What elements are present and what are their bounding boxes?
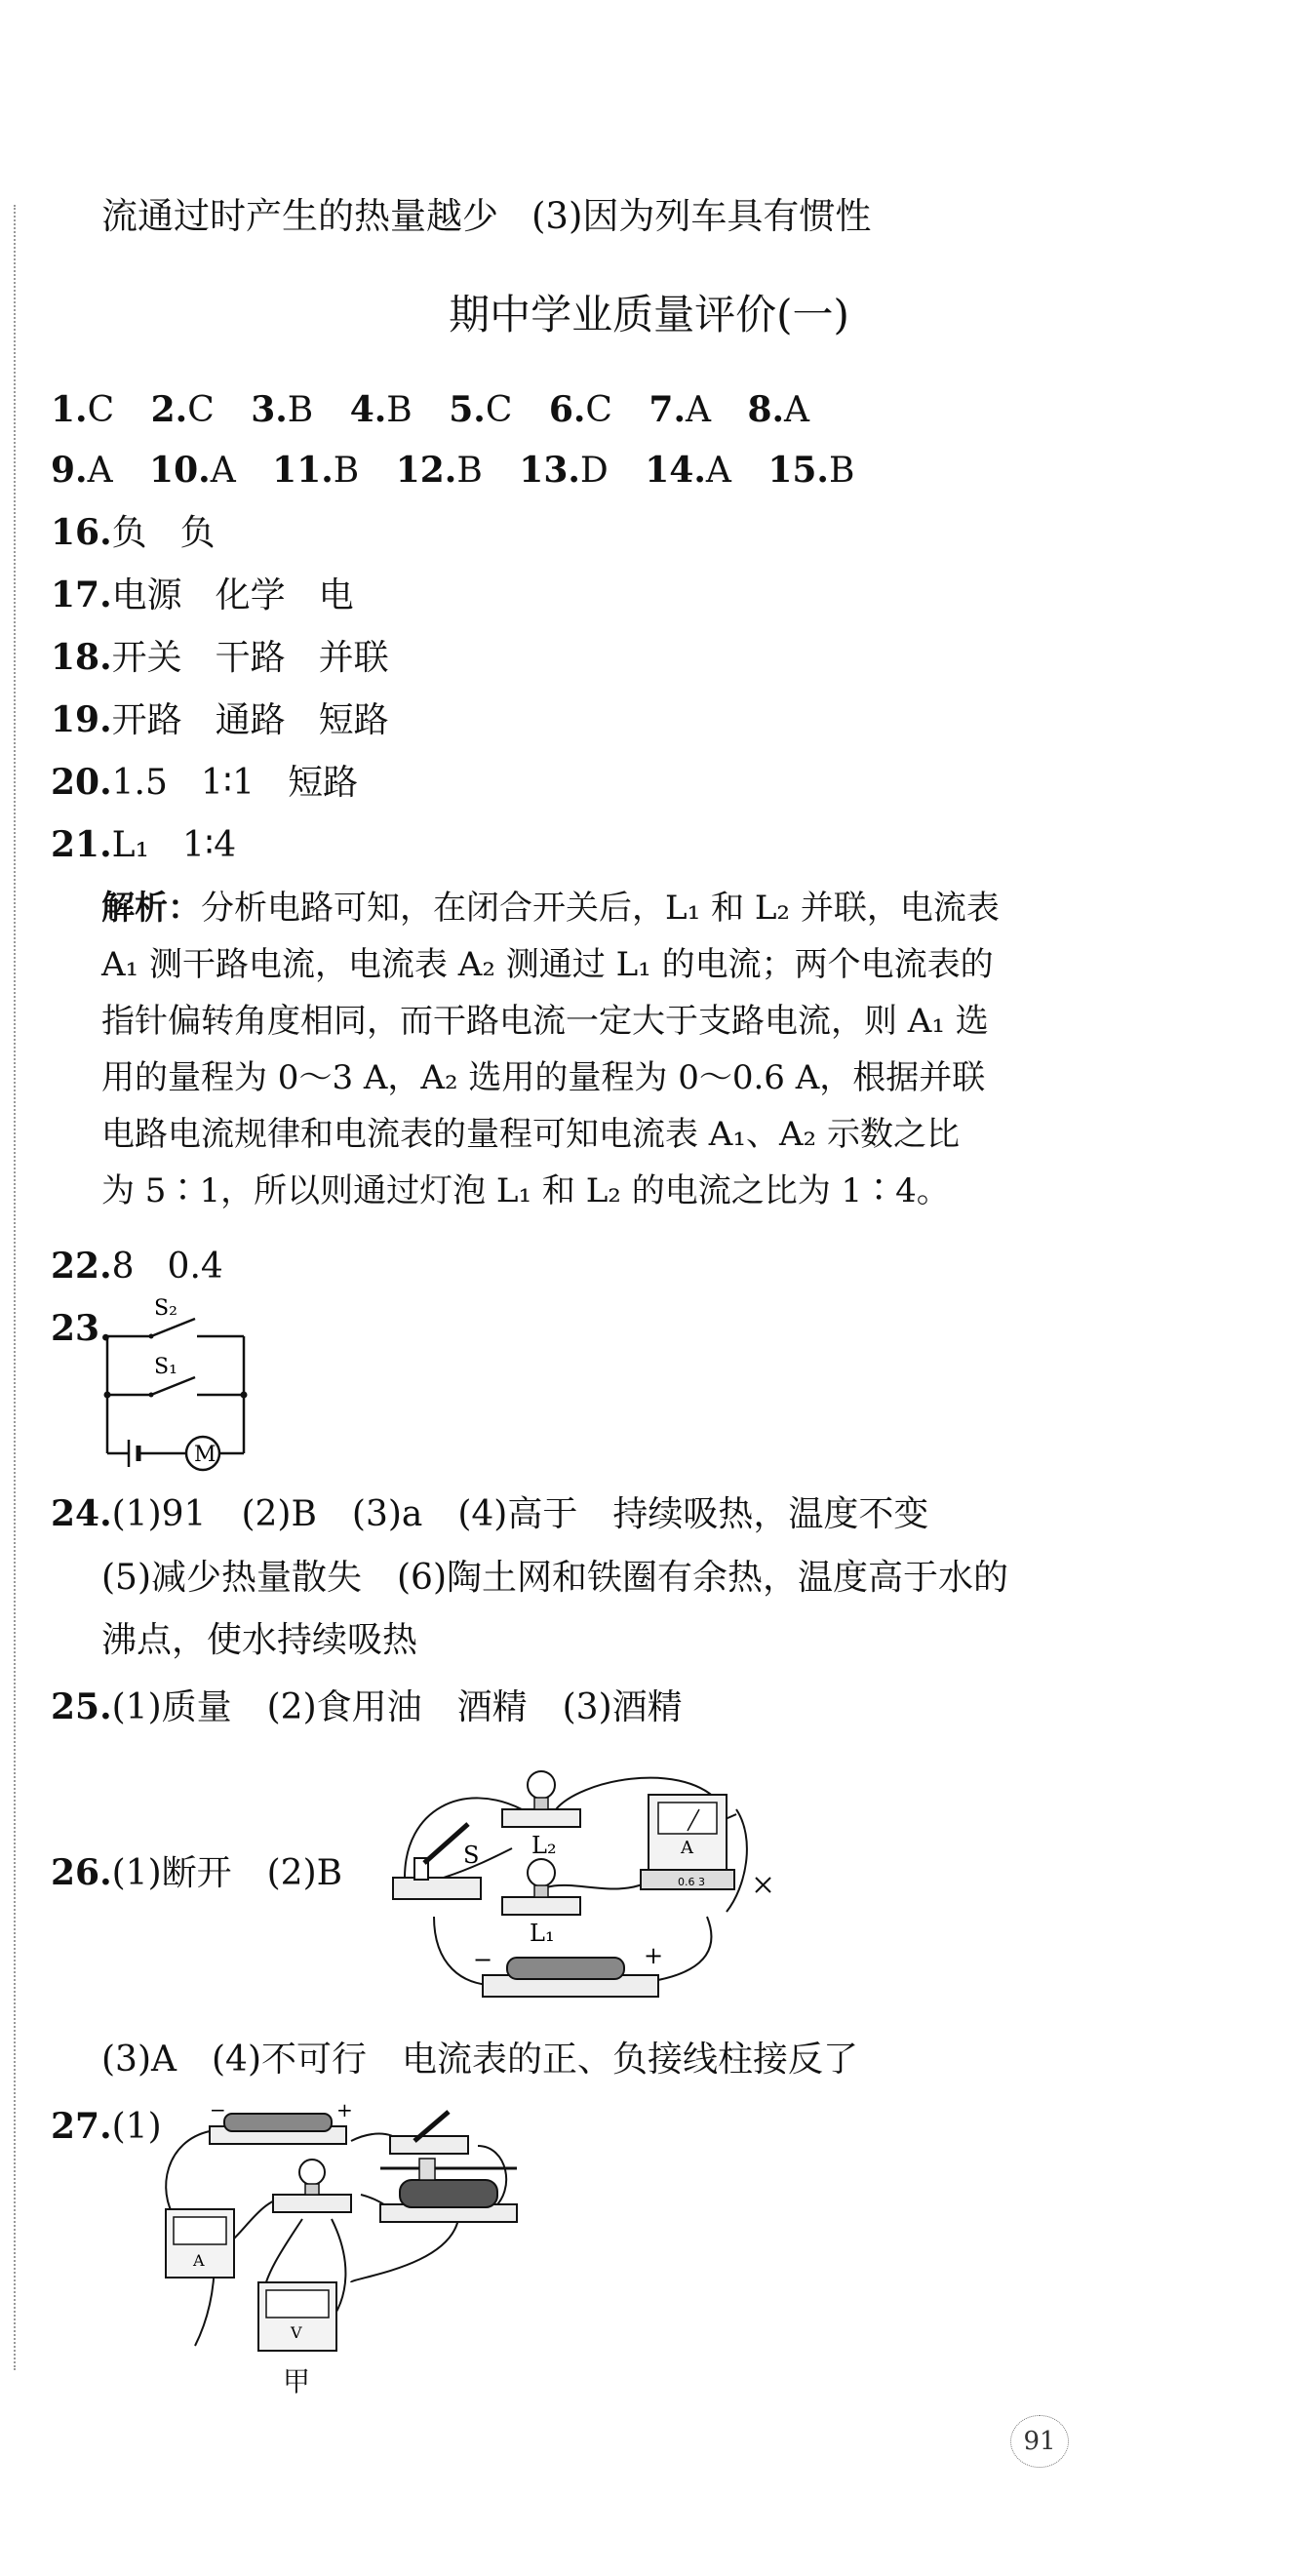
q27-voltmeter-label: V [291, 2323, 302, 2342]
q27-ammeter-label: A [193, 2251, 205, 2270]
circuit-photo-27 [156, 2102, 536, 2365]
answer-5: 5.C [449, 389, 513, 430]
section-title: 期中学业质量评价(一) [449, 291, 849, 338]
answer-3: 3.B [251, 389, 314, 430]
page-number: 91 [1010, 2415, 1069, 2468]
analysis-line-3: 指针偏转角度相同，而干路电流一定大于支路电流，则 A₁ 选 [101, 1002, 989, 1041]
answer-20: 20.1.5 1∶1 短路 [51, 762, 359, 803]
answer-18: 18.开关 干路 并联 [51, 637, 389, 678]
analysis-block [101, 880, 1038, 1219]
answer-6: 6.C [548, 389, 612, 430]
answer-24-line2: (5)减少热量散失 (6)陶土网和铁圈有余热，温度高于水的 [101, 1558, 1008, 1598]
analysis-line-1: 解析：分析电路可知，在闭合开关后，L₁ 和 L₂ 并联，电流表 [101, 889, 1000, 928]
lamp-l1-label: L₁ [530, 1920, 555, 1947]
answer-row-1 [51, 388, 835, 432]
answer-7: 7.A [649, 389, 711, 430]
continuation-q3: (3)因为列车具有惯性 [531, 195, 872, 237]
answer-23-number: 23. [51, 1308, 112, 1349]
answer-13: 13.D [519, 450, 609, 491]
answer-8: 8.A [747, 389, 810, 430]
answer-9: 9.A [51, 450, 113, 491]
switch-s1-label: S₁ [154, 1355, 177, 1379]
answer-21: 21.L₁ 1∶4 [51, 824, 237, 865]
switch-s-label: S [463, 1842, 480, 1869]
answer-24: 24.(1)91 (2)B (3)a (4)高于 持续吸热，温度不变 [51, 1493, 929, 1534]
ammeter-terminal-marks: 0.6 3 [678, 1876, 705, 1888]
q27-battery-plus: + [336, 2102, 353, 2121]
answer-15: 15.B [767, 450, 855, 491]
answer-22: 22.8 0.4 [51, 1246, 223, 1287]
answer-24-line3: 沸点，使水持续吸热 [101, 1620, 418, 1660]
answer-1: 1.C [51, 389, 115, 430]
answer-4: 4.B [349, 389, 413, 430]
answer-25: 25.(1)质量 (2)食用油 酒精 (3)酒精 [51, 1686, 683, 1727]
answer-26-line2: (3)A (4)不可行 电流表的正、负接线柱接反了 [101, 2040, 858, 2080]
continuation-line [101, 195, 871, 238]
answer-16: 16.负 负 [51, 512, 216, 553]
answer-11: 11.B [272, 450, 360, 491]
analysis-line-4: 用的量程为 0～3 A，A₂ 选用的量程为 0～0.6 A，根据并联 [101, 1058, 986, 1097]
analysis-line-6: 为 5∶1，所以则通过灯泡 L₁ 和 L₂ 的电流之比为 1∶4。 [101, 1171, 950, 1210]
lamp-l2-label: L₂ [531, 1832, 557, 1859]
switch-s2-label: S₂ [154, 1297, 177, 1321]
q27-battery-minus: − [210, 2102, 226, 2121]
motor-label: M [194, 1443, 216, 1467]
answer-26: 26.(1)断开 (2)B [51, 1852, 343, 1893]
answer-17: 17.电源 化学 电 [51, 575, 354, 615]
circuit-diagram-23 [98, 1297, 263, 1473]
answer-14: 14.A [645, 450, 731, 491]
figure-caption-jia: 甲 [283, 2365, 311, 2398]
binding-dotted-line [14, 205, 16, 2370]
answer-row-2 [51, 449, 880, 493]
analysis-line-5: 电路电流规律和电流表的量程可知电流表 A₁、A₂ 示数之比 [101, 1115, 960, 1154]
analysis-line-2: A₁ 测干路电流，电流表 A₂ 测通过 L₁ 的电流；两个电流表的 [101, 945, 994, 984]
answer-2: 2.C [150, 389, 215, 430]
battery-minus-label: − [473, 1946, 493, 1973]
ammeter-a-label: A [681, 1838, 693, 1858]
answer-10: 10.A [149, 450, 236, 491]
continuation-text: 流通过时产生的热量越少 [101, 195, 498, 237]
circuit-photo-26 [385, 1741, 795, 2024]
answer-19: 19.开路 通路 短路 [51, 699, 389, 740]
answer-27: 27.(1) [51, 2106, 162, 2147]
battery-plus-label: + [644, 1942, 664, 1969]
answer-12: 12.B [395, 450, 483, 491]
